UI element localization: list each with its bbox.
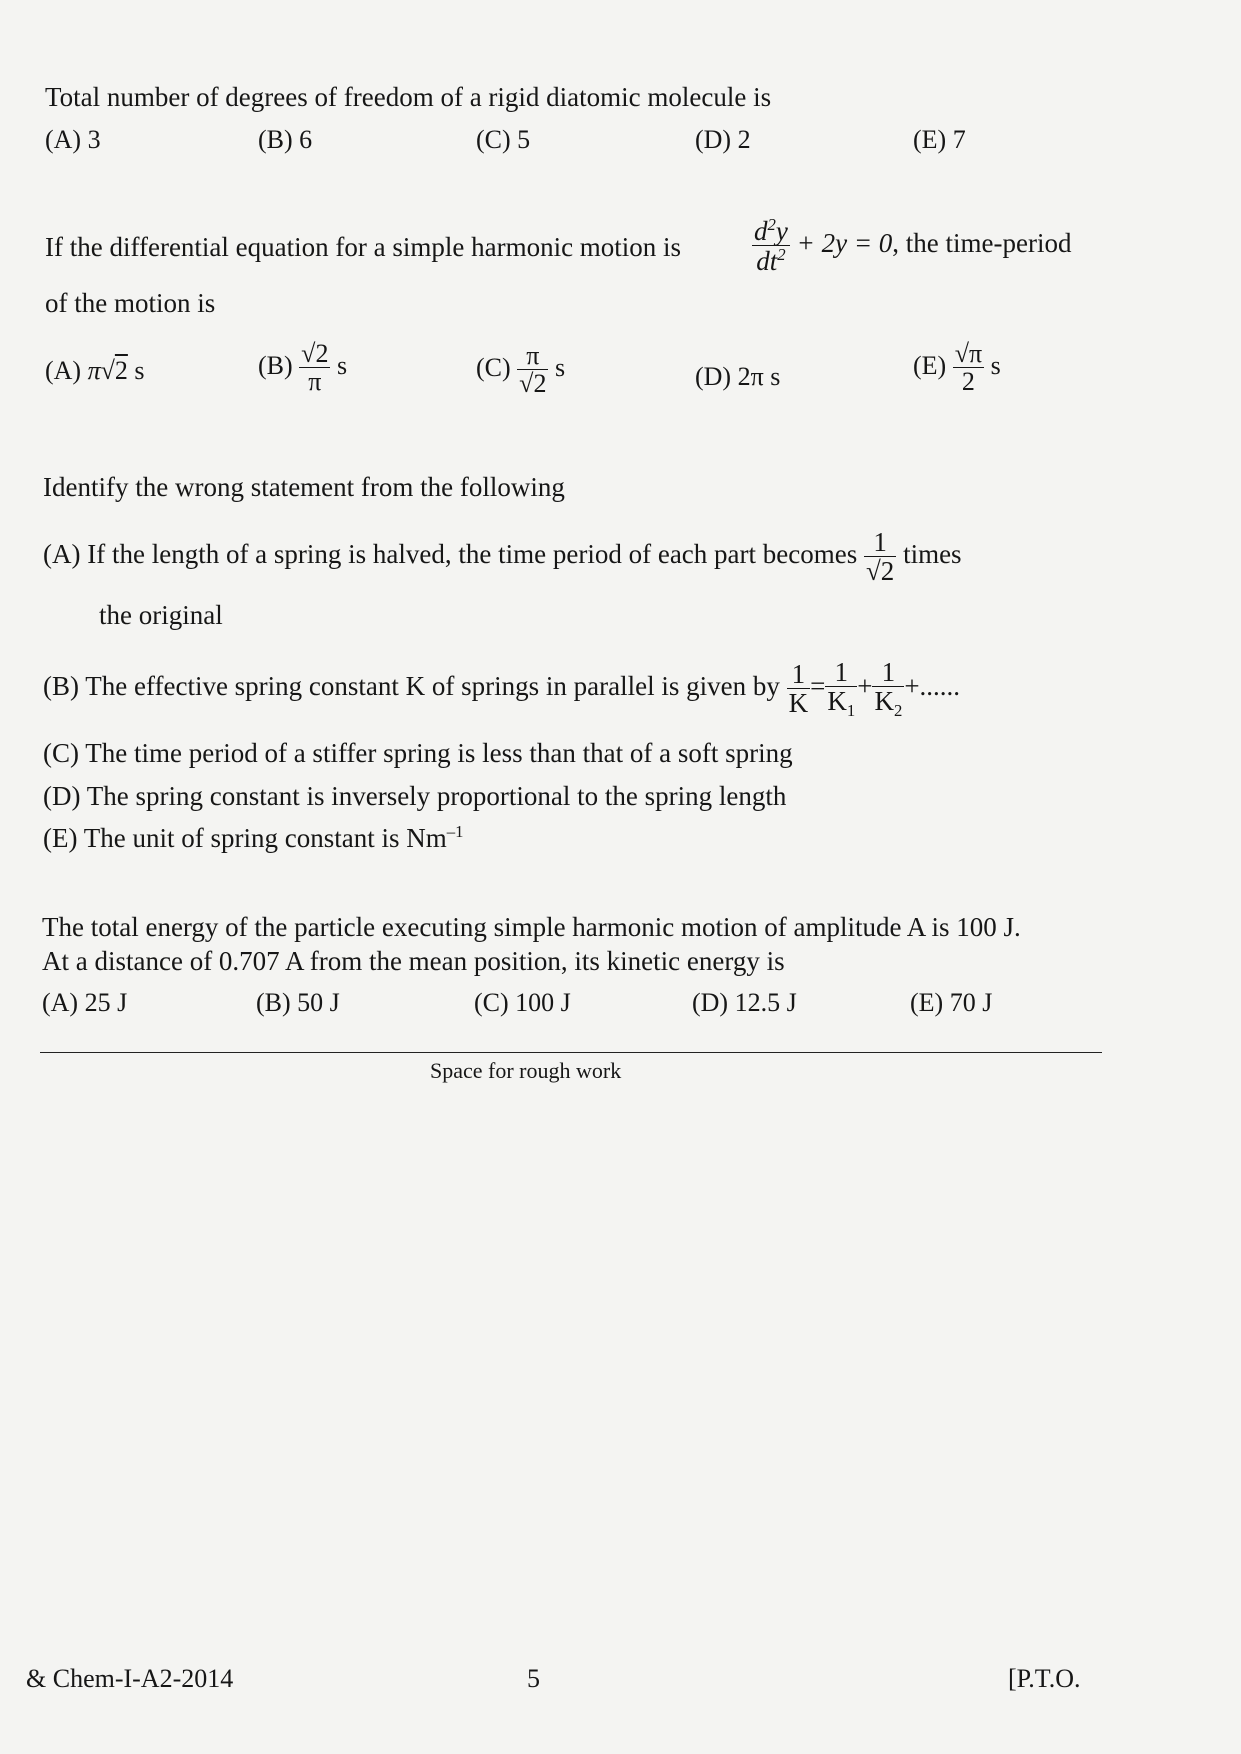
q1-option-d: (D) 2 xyxy=(695,125,751,154)
q4-option-b: (B) 50 J xyxy=(256,988,340,1017)
q2-equation-tail: + 2y = 0 xyxy=(796,228,893,259)
q1-option-e: (E) 7 xyxy=(913,125,966,154)
q3-option-e: (E) The unit of spring constant is $Nm^{-1}$ xyxy=(43,822,464,854)
q4-stem-line2: At a distance of 0.707 A from the mean position, its kinetic energy is xyxy=(42,946,785,976)
q2-stem-part1: If the differential equation for a simple harmonic motion is xyxy=(45,232,682,262)
q1-option-a: (A) 3 xyxy=(45,125,101,154)
footer-code: & Chem-I-A2-2014 xyxy=(26,1664,234,1693)
q2-option-e: (E) $\frac{√\pi}{2}$ s xyxy=(913,339,1001,397)
q2-option-c: (C) $\frac{\pi}{√2}$ s xyxy=(476,341,566,399)
footer-pto: [P.T.O. xyxy=(1008,1664,1081,1693)
q2-option-b: (B) $\frac{√2}{\pi}$ s xyxy=(258,339,348,397)
rough-work-divider xyxy=(40,1052,1102,1053)
q1-option-b: (B) 6 xyxy=(258,125,313,154)
q3-option-c: (C) The time period of a stiffer spring is less than that of a soft spring xyxy=(43,738,793,768)
q3-option-b-fraction-1: $\frac{1}{K}$ xyxy=(788,659,809,719)
q2-stem-part3: of the motion is xyxy=(45,288,216,318)
q4-option-a: (A) 25 J xyxy=(42,988,128,1017)
q3-option-b-fraction-2: $\frac{1}{K_1}$ xyxy=(827,657,856,721)
q4-option-e: (E) 70 J xyxy=(910,988,993,1017)
q2-option-a: (A) π√2 s xyxy=(45,356,145,385)
q3-option-a-continuation: the original xyxy=(99,600,223,630)
q4-option-d: (D) 12.5 J xyxy=(692,988,797,1017)
q3-option-a: (A) If the length of a spring is halved, the time period of each part becomes $\frac{1}{√2}$ times xyxy=(43,527,962,587)
q2-stem-part2: , the time-period xyxy=(892,228,1072,259)
q1-stem: Total number of degrees of freedom of a rigid diatomic molecule is xyxy=(45,82,772,112)
rough-work-label: Space for rough work xyxy=(430,1058,622,1083)
q4-stem-line1: The total energy of the particle executing simple harmonic motion of amplitude A is 100 J. xyxy=(42,912,1021,942)
q2-equation-fraction: $\frac{d^2y}{dt^2}$ xyxy=(754,215,788,277)
q2-option-d: (D) 2π s xyxy=(695,362,781,391)
q1-option-c: (C) 5 xyxy=(476,125,531,154)
q3-option-d: (D) The spring constant is inversely proportional to the spring length xyxy=(43,781,787,811)
footer-page-number: 5 xyxy=(527,1664,540,1693)
q4-option-c: (C) 100 J xyxy=(474,988,571,1017)
q2-equation xyxy=(752,216,1072,276)
q3-option-a-fraction: $\frac{1}{√2}$ xyxy=(865,527,895,587)
q3-stem: Identify the wrong statement from the following xyxy=(43,472,565,502)
q3-option-b-fraction-3: $\frac{1}{K_2}$ xyxy=(874,657,903,721)
q3-option-b: (B) The effective spring constant K of springs in parallel is given by $\frac{1}{K}$ = $\frac{1}{K_1}$ + $\frac{1}{K_2}$ +...... xyxy=(43,657,961,721)
